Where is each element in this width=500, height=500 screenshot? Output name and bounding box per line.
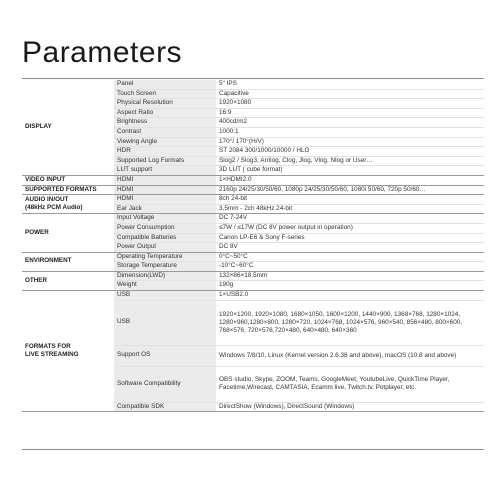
spec-label: Contrast bbox=[114, 127, 216, 137]
spec-label: HDMI bbox=[114, 175, 216, 185]
spec-label: Panel bbox=[114, 80, 216, 89]
spec-value: 1×USB2.0 bbox=[216, 291, 484, 301]
spec-label: Storage Temperature bbox=[114, 262, 216, 272]
section-category: FORMATS FOR LIVE STREAMING bbox=[22, 291, 114, 412]
spec-label: Dimension(LWD) bbox=[114, 271, 216, 281]
spec-row bbox=[22, 185, 484, 195]
spec-value: 1920×1080 bbox=[216, 99, 484, 109]
bottom-divider bbox=[22, 449, 484, 450]
section-category: POWER bbox=[22, 214, 114, 252]
top-divider bbox=[22, 78, 484, 79]
spec-value: Capacitive bbox=[216, 89, 484, 99]
spec-row bbox=[22, 175, 484, 185]
spec-table bbox=[22, 80, 484, 412]
spec-label: HDR bbox=[114, 147, 216, 157]
spec-value: ≤7W / ≤17W (DC 8V power output in operation) bbox=[216, 223, 484, 233]
spec-value: 8ch 24-bit bbox=[216, 195, 484, 205]
section-category: ENVIRONMENT bbox=[22, 252, 114, 271]
spec-label: Brightness bbox=[114, 118, 216, 128]
spec-label: USB bbox=[114, 291, 216, 301]
spec-value: 190g bbox=[216, 281, 484, 291]
spec-label: Compatible Batteries bbox=[114, 233, 216, 243]
spec-value: ST 2084 300/1000/10000 / HLG bbox=[216, 147, 484, 157]
spec-value: 170°/ 170°(H/V) bbox=[216, 137, 484, 147]
section-category: AUDIO IN/OUT (48kHz PCM Audio) bbox=[22, 195, 114, 214]
spec-value: 0°C~50°C bbox=[216, 252, 484, 262]
spec-label: HDMI bbox=[114, 185, 216, 195]
section-category: OTHER bbox=[22, 271, 114, 290]
spec-row bbox=[22, 291, 484, 301]
spec-row bbox=[22, 214, 484, 224]
spec-value: 3.5mm - 2ch 48kHz 24-bit bbox=[216, 204, 484, 214]
spec-label: Physical Resolution bbox=[114, 99, 216, 109]
spec-label: Software Compatibility bbox=[114, 366, 216, 402]
section-category: DISPLAY bbox=[22, 80, 114, 175]
spec-label: Support OS bbox=[114, 345, 216, 366]
section-category: VIDEO INPUT bbox=[22, 175, 114, 185]
section-category: SUPPORTED FORMATS bbox=[22, 185, 114, 195]
spec-value: 1000:1 bbox=[216, 127, 484, 137]
page-title: Parameters bbox=[22, 36, 183, 69]
spec-row bbox=[22, 271, 484, 281]
spec-label: HDMI bbox=[114, 195, 216, 205]
spec-value: DirectShow (Windows), DirectSound (Windows) bbox=[216, 402, 484, 412]
spec-value: Canon LP-E6 & Sony F-series bbox=[216, 233, 484, 243]
spec-label: Viewing Angle bbox=[114, 137, 216, 147]
spec-value: 400cd/m2 bbox=[216, 118, 484, 128]
spec-label: Touch Screen bbox=[114, 89, 216, 99]
spec-label: Power Consumption bbox=[114, 223, 216, 233]
spec-value: OBS studio, Skype, ZOOM, Teams, GoogleMeet, YoutubeLive, QuickTime Player, Facetime,Wirecast, CAMTASIA, Ecamm live, Twitch.tv, Potplayer, etc. bbox=[216, 366, 484, 402]
spec-label: Input Voltage bbox=[114, 214, 216, 224]
spec-value: 1×HDMI2.0 bbox=[216, 175, 484, 185]
spec-value: 3D LUT ( cube format) bbox=[216, 166, 484, 176]
spec-row bbox=[22, 80, 484, 89]
spec-value: Slog2 / Slog3, Arrilog, Clog, Jlog, Vlog, Nlog or User… bbox=[216, 156, 484, 166]
spec-value: DC 7-24V bbox=[216, 214, 484, 224]
spec-value: Windows 7/8/10, Linux (Kernel version 2.6.38 and above), macOS (10.8 and above) bbox=[216, 345, 484, 366]
spec-label: LUT support bbox=[114, 166, 216, 176]
spec-label: Power Output bbox=[114, 243, 216, 253]
spec-value: 16:9 bbox=[216, 108, 484, 118]
spec-label: USB bbox=[114, 300, 216, 345]
spec-row bbox=[22, 195, 484, 205]
spec-value: 5" IPS bbox=[216, 80, 484, 89]
spec-label: Aspect Ratio bbox=[114, 108, 216, 118]
spec-label: Compatible SDK bbox=[114, 402, 216, 412]
spec-value: DC 8V bbox=[216, 243, 484, 253]
spec-label: Weight bbox=[114, 281, 216, 291]
spec-value: 2160p 24/25/30/50/60, 1080p 24/25/30/50/60, 1080i 50/60, 720p 50/60… bbox=[216, 185, 484, 195]
spec-value: -10°C~60°C bbox=[216, 262, 484, 272]
spec-value: 1920×1200, 1920×1080, 1680×1050, 1600×1200, 1440×900, 1368×768, 1280×1024, 1280×960,1280×800, 1280×720, 1024×768, 1024×576, 960×540, 856×480, 800×600, 768×576, 720×576,720×480, 640×480, 640×360 bbox=[216, 300, 484, 345]
spec-value: 132×86×18.5mm bbox=[216, 271, 484, 281]
spec-label: Supported Log Formats bbox=[114, 156, 216, 166]
spec-row bbox=[22, 252, 484, 262]
spec-label: Operating Temperature bbox=[114, 252, 216, 262]
spec-label: Ear Jack bbox=[114, 204, 216, 214]
